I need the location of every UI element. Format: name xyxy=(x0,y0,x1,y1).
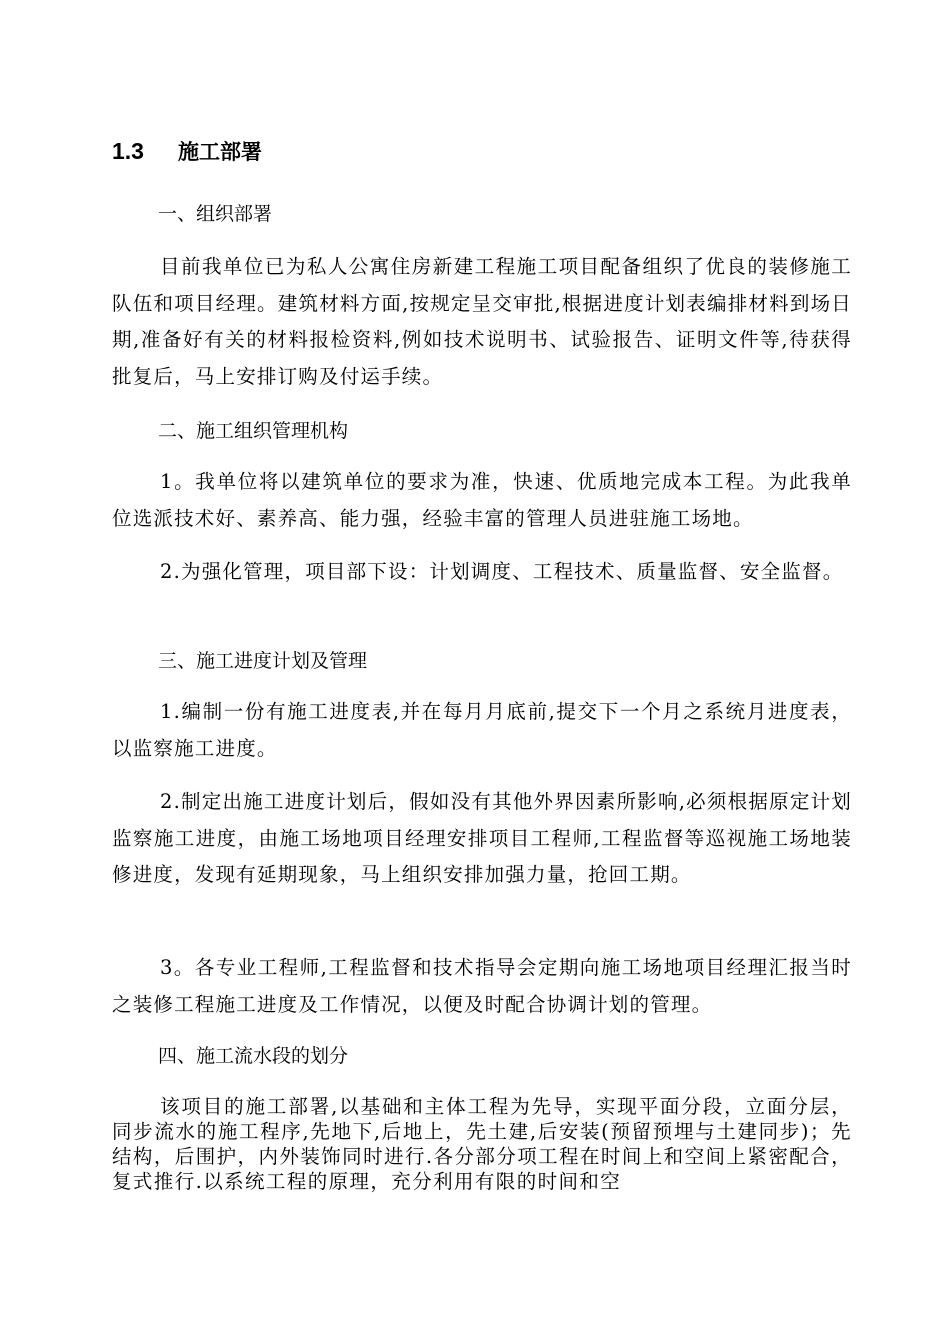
section-title-management: 二、施工组织管理机构 xyxy=(158,420,349,442)
paragraph-flow: 该项目的施工部署,以基础和主体工程为先导，实现平面分段，立面分层，同步流水的施工程序,先地下,后地上，先土建,后安装(预留预埋与土建同步)；先结构，后围护，内外装饰同时进行.各分部分项工程在时间上和空间上紧密配合，复式推行.以系统工程的原理，充分利用有限的时间和空 xyxy=(112,1095,852,1193)
section-title-schedule: 三、施工进度计划及管理 xyxy=(158,650,368,672)
paragraph-schedule-1: 1.编制一份有施工进度表,并在每月月底前,提交下一个月之系统月进度表，以监察施工进度。 xyxy=(112,700,852,760)
paragraph-management-1: 1。我单位将以建筑单位的要求为准，快速、优质地完成本工程。为此我单位选派技术好、素养高、能力强，经验丰富的管理人员进驻施工场地。 xyxy=(112,470,852,530)
paragraph-schedule-3: 3。各专业工程师,工程监督和技术指导会定期向施工场地项目经理汇报当时之装修工程施工进度及工作情况，以便及时配合协调计划的管理。 xyxy=(112,956,852,1016)
section-title-organization: 一、组织部署 xyxy=(158,203,273,225)
paragraph-schedule-2: 2.制定出施工进度计划后，假如没有其他外界因素所影响,必须根据原定计划监察施工进度，由施工场地项目经理安排项目工程师,工程监督等巡视施工场地装修进度，发现有延期现象，马上组织安排加强力量，抢回工期。 xyxy=(112,790,852,886)
paragraph-organization: 目前我单位已为私人公寓住房新建工程施工项目配备组织了优良的装修施工队伍和项目经理。建筑材料方面,按规定呈交审批,根据进度计划表编排材料到场日期,准备好有关的材料报检资料,例如技术说明书、试验报告、证明文件等,待获得批复后，马上安排订购及付运手续。 xyxy=(112,255,852,388)
heading-number: 1.3 xyxy=(112,138,144,164)
paragraph-management-2: 2.为强化管理，项目部下设：计划调度、工程技术、质量监督、安全监督。 xyxy=(160,560,844,583)
section-heading xyxy=(112,136,262,166)
heading-title: 施工部署 xyxy=(178,140,262,164)
section-title-flow: 四、施工流水段的划分 xyxy=(158,1045,349,1067)
